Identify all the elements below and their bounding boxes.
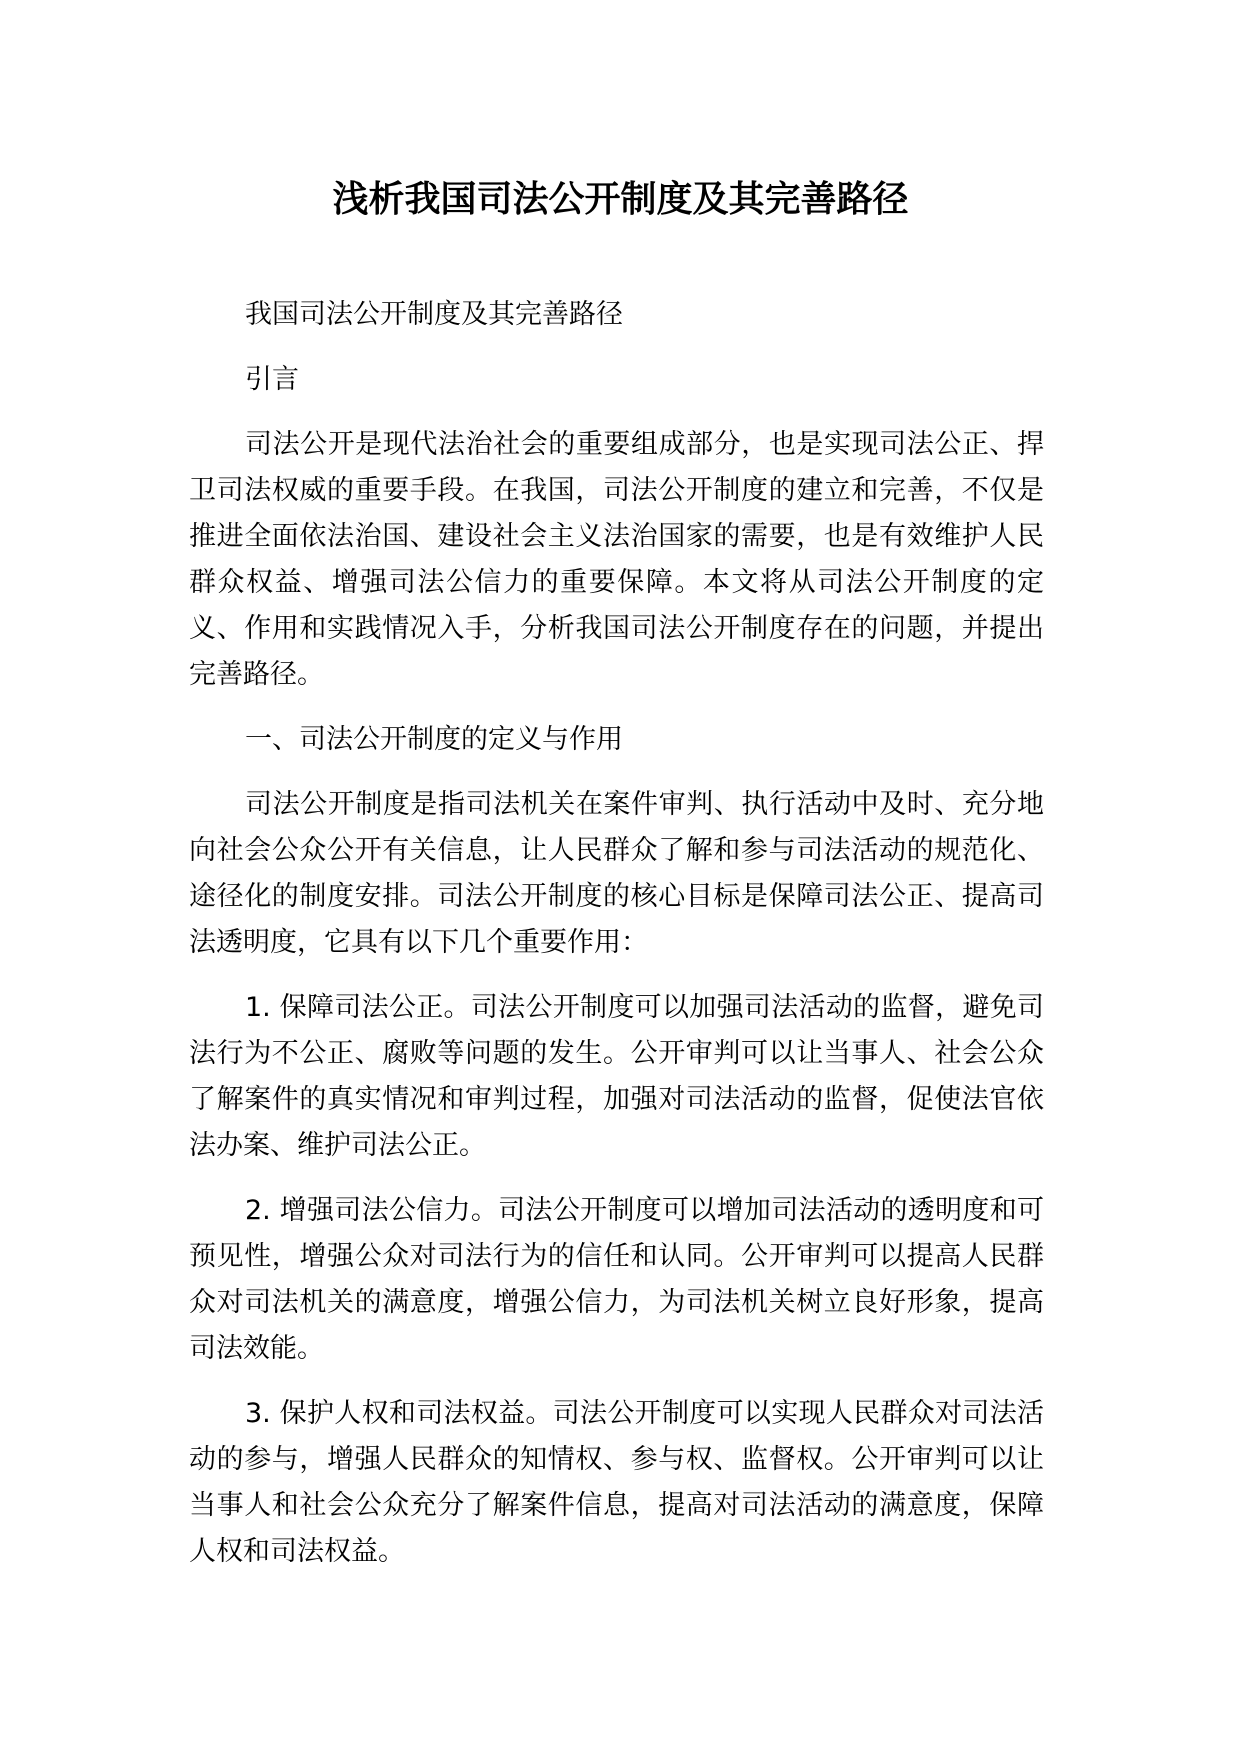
document-body xyxy=(189,292,1044,1594)
section-1-heading: 一、司法公开制度的定义与作用 xyxy=(245,724,623,755)
list-item-3: 3. 保护人权和司法权益。司法公开制度可以实现人民群众对司法活动的参与，增强人民群众的知情权、参与权、监督权。公开审判可以让当事人和社会公众充分了解案件信息，提高对司法活动的满意度，保障人权和司法权益。 xyxy=(189,1398,1044,1567)
list-item-1: 1. 保障司法公正。司法公开制度可以加强司法活动的监督，避免司法行为不公正、腐败等问题的发生。公开审判可以让当事人、社会公众了解案件的真实情况和审判过程，加强对司法活动的监督，促使法官依法办案、维护司法公正。 xyxy=(189,992,1044,1161)
intro-heading: 引言 xyxy=(245,364,299,395)
section-1-paragraph: 司法公开制度是指司法机关在案件审判、执行活动中及时、充分地向社会公众公开有关信息，让人民群众了解和参与司法活动的规范化、途径化的制度安排。司法公开制度的核心目标是保障司法公正、提高司法透明度，它具有以下几个重要作用： xyxy=(189,789,1044,958)
document-subtitle: 我国司法公开制度及其完善路径 xyxy=(245,299,623,330)
intro-paragraph: 司法公开是现代法治社会的重要组成部分，也是实现司法公正、捍卫司法权威的重要手段。在我国，司法公开制度的建立和完善，不仅是推进全面依法治国、建设社会主义法治国家的需要，也是有效维护人民群众权益、增强司法公信力的重要保障。本文将从司法公开制度的定义、作用和实践情况入手，分析我国司法公开制度存在的问题，并提出完善路径。 xyxy=(189,429,1044,690)
list-item-2: 2. 增强司法公信力。司法公开制度可以增加司法活动的透明度和可预见性，增强公众对司法行为的信任和认同。公开审判可以提高人民群众对司法机关的满意度，增强公信力，为司法机关树立良好形象，提高司法效能。 xyxy=(189,1195,1044,1364)
document-title: 浅析我国司法公开制度及其完善路径 xyxy=(332,179,909,220)
